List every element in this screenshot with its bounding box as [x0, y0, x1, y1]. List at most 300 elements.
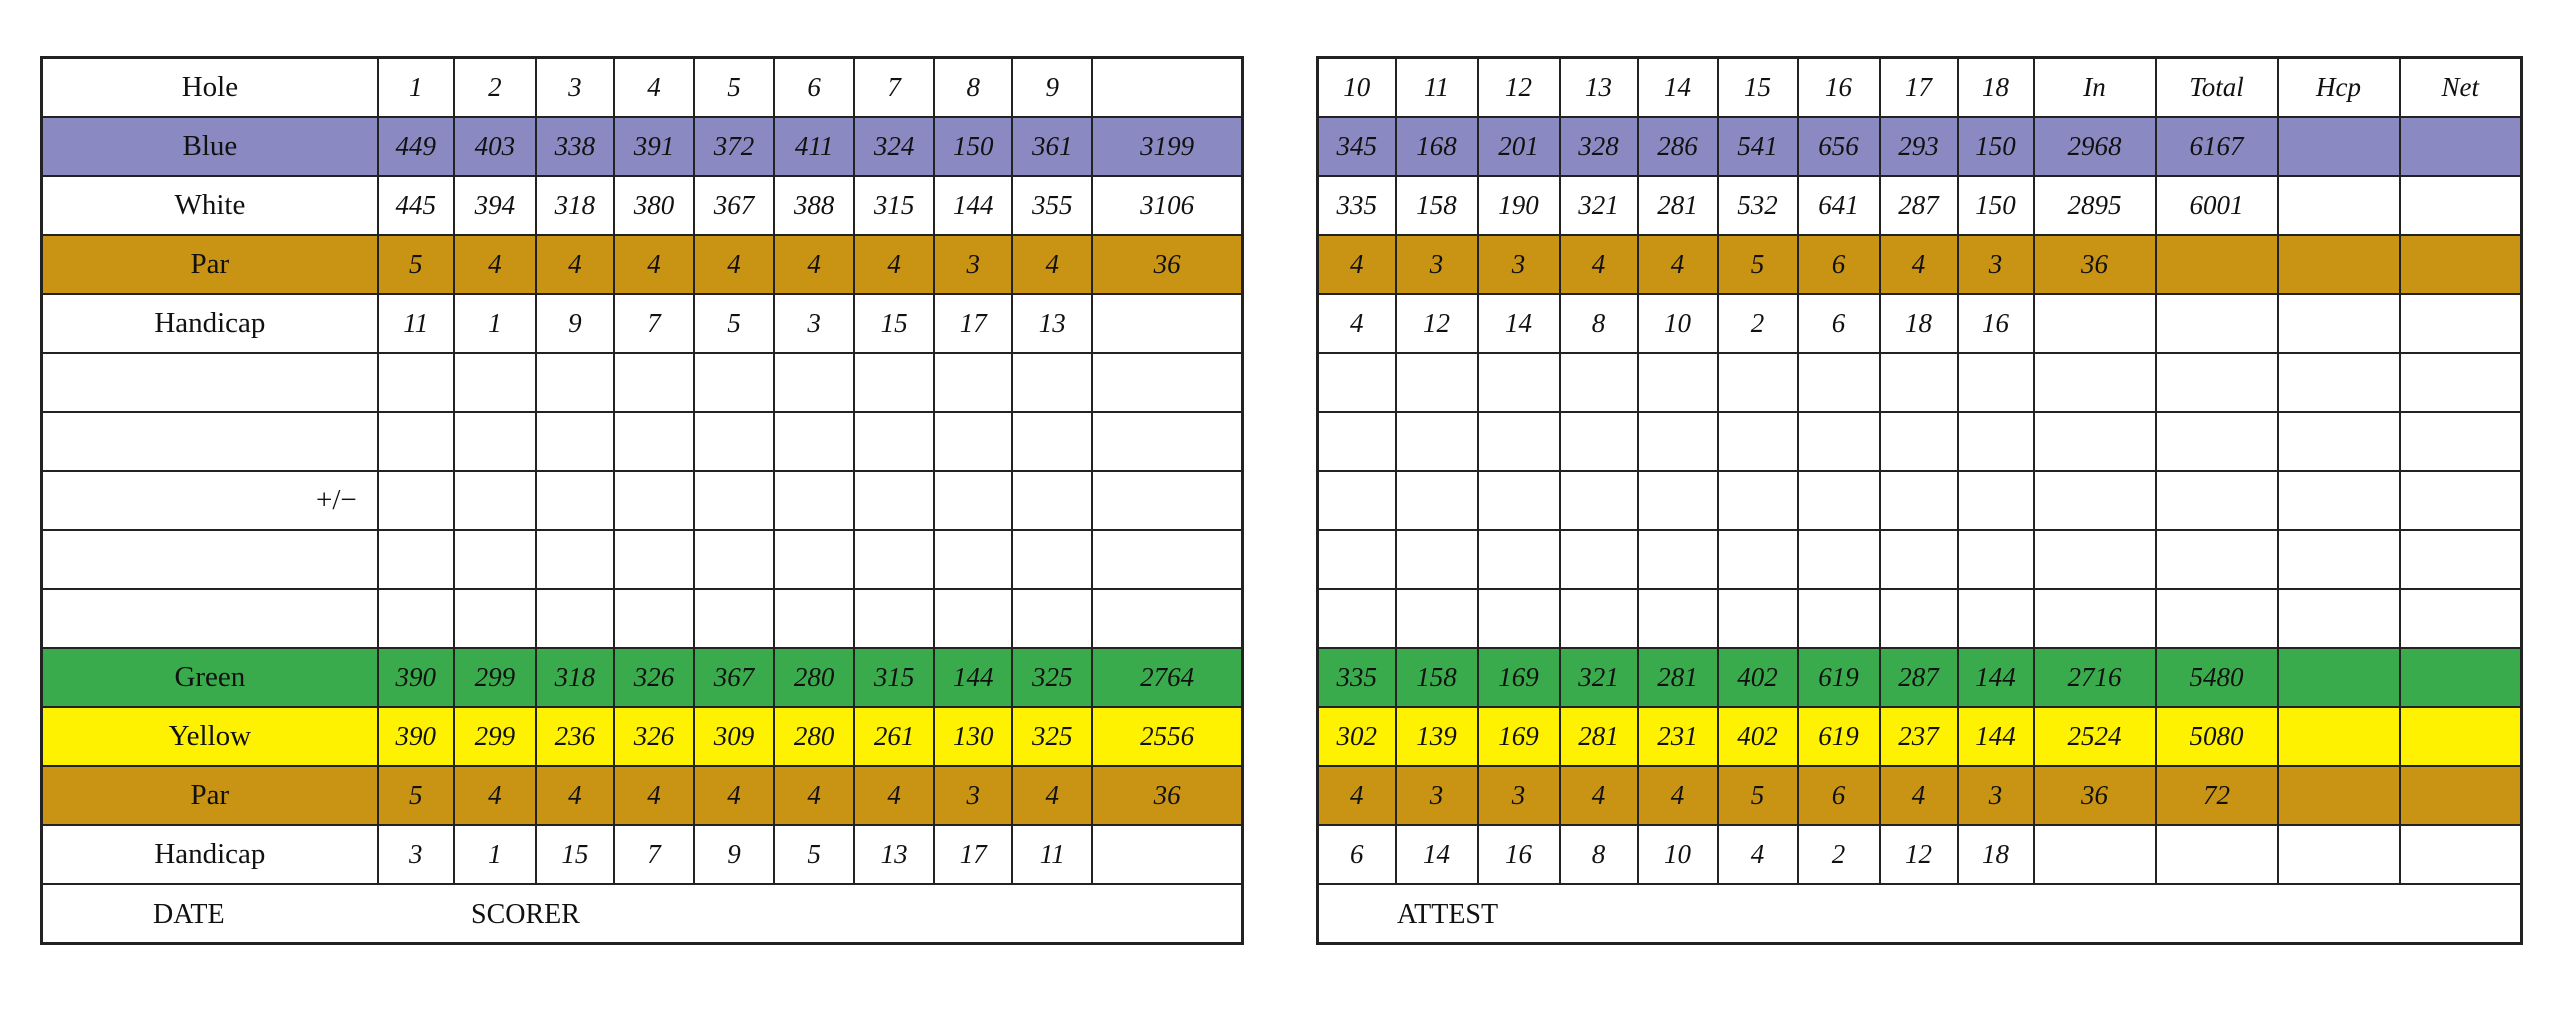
yardage-cell: 13 — [854, 825, 934, 884]
yardage-cell: 367 — [694, 648, 774, 707]
hole-header-cell: 4 — [614, 58, 694, 118]
yardage-cell: 5 — [774, 825, 854, 884]
scorecard-row-pm — [42, 471, 1243, 530]
yardage-cell: 293 — [1880, 117, 1958, 176]
score-entry-cell[interactable] — [854, 471, 934, 530]
score-entry-cell[interactable] — [1718, 353, 1798, 412]
score-entry-cell[interactable] — [1798, 589, 1880, 648]
score-entry-cell[interactable] — [854, 353, 934, 412]
hole-header-cell: Net — [2400, 58, 2522, 118]
scorecard-row-blue — [1318, 117, 2522, 176]
score-entry-cell[interactable] — [2278, 412, 2400, 471]
score-entry-cell[interactable] — [1396, 589, 1478, 648]
yardage-cell: 36 — [2034, 235, 2156, 294]
yardage-cell: 541 — [1718, 117, 1798, 176]
yardage-cell: 2968 — [2034, 117, 2156, 176]
score-entry-cell[interactable] — [1318, 353, 1396, 412]
yardage-cell: 15 — [854, 294, 934, 353]
score-entry-cell[interactable] — [1560, 530, 1638, 589]
yardage-cell: 4 — [1012, 766, 1092, 825]
scorecard-row-white — [1318, 589, 2522, 648]
score-entry-cell[interactable] — [2034, 294, 2156, 353]
yardage-cell: 144 — [1958, 648, 2034, 707]
score-entry-cell[interactable] — [454, 589, 536, 648]
yardage-cell: 287 — [1880, 176, 1958, 235]
yardage-cell: 6 — [1798, 766, 1880, 825]
score-entry-cell[interactable] — [1798, 412, 1880, 471]
score-entry-cell[interactable] — [2400, 176, 2522, 235]
yardage-cell: 388 — [774, 176, 854, 235]
score-entry-cell[interactable] — [1396, 471, 1478, 530]
score-entry-cell[interactable] — [2034, 825, 2156, 884]
yardage-cell: 72 — [2156, 766, 2278, 825]
yardage-cell: 326 — [614, 648, 694, 707]
yardage-cell: 5080 — [2156, 707, 2278, 766]
scorecard-row-blue — [42, 117, 1243, 176]
score-entry-cell[interactable] — [2034, 530, 2156, 589]
score-entry-cell[interactable] — [2400, 530, 2522, 589]
score-entry-cell[interactable] — [694, 412, 774, 471]
yardage-cell: 299 — [454, 707, 536, 766]
yardage-cell: 3 — [934, 766, 1012, 825]
score-entry-cell[interactable] — [774, 471, 854, 530]
score-entry-cell[interactable] — [2278, 353, 2400, 412]
score-entry-cell[interactable] — [1638, 530, 1718, 589]
yardage-cell: 372 — [694, 117, 774, 176]
scorecard-row-white — [42, 412, 1243, 471]
score-entry-cell[interactable] — [694, 471, 774, 530]
yardage-cell: 309 — [694, 707, 774, 766]
yardage-cell: 150 — [934, 117, 1012, 176]
yardage-cell: 3106 — [1092, 176, 1242, 235]
yardage-cell: 13 — [1012, 294, 1092, 353]
score-entry-cell[interactable] — [1880, 589, 1958, 648]
score-entry-cell[interactable] — [2156, 294, 2278, 353]
score-entry-cell[interactable] — [1396, 353, 1478, 412]
score-entry-cell[interactable] — [1318, 412, 1396, 471]
score-entry-cell[interactable] — [378, 589, 454, 648]
hole-header-cell: 16 — [1798, 58, 1880, 118]
scorecard-row-white — [1318, 412, 2522, 471]
yardage-cell: 4 — [1638, 235, 1718, 294]
score-entry-cell[interactable] — [1958, 589, 2034, 648]
score-entry-cell[interactable] — [2400, 766, 2522, 825]
scorecard-row-white — [42, 589, 1243, 648]
score-entry-cell[interactable] — [536, 471, 614, 530]
score-entry-cell[interactable] — [2156, 471, 2278, 530]
score-entry-cell[interactable] — [1880, 471, 1958, 530]
score-entry-cell[interactable] — [536, 412, 614, 471]
yardage-cell: 4 — [854, 766, 934, 825]
yardage-cell: 324 — [854, 117, 934, 176]
yardage-cell: 4 — [1318, 235, 1396, 294]
yardage-cell: 1 — [454, 294, 536, 353]
yardage-cell: 4 — [694, 235, 774, 294]
score-entry-cell[interactable] — [1396, 530, 1478, 589]
yardage-cell: 281 — [1560, 707, 1638, 766]
score-entry-cell[interactable] — [2400, 648, 2522, 707]
yardage-cell: 16 — [1958, 294, 2034, 353]
yardage-cell: 6 — [1798, 235, 1880, 294]
hole-header-cell: 13 — [1560, 58, 1638, 118]
score-entry-cell[interactable] — [1880, 412, 1958, 471]
row-label — [42, 530, 378, 589]
yardage-cell: 656 — [1798, 117, 1880, 176]
yardage-cell: 318 — [536, 648, 614, 707]
yardage-cell: 619 — [1798, 648, 1880, 707]
score-entry-cell[interactable] — [2278, 176, 2400, 235]
hole-header-cell: 7 — [854, 58, 934, 118]
score-entry-cell[interactable] — [614, 353, 694, 412]
score-entry-cell[interactable] — [1318, 589, 1396, 648]
score-entry-cell[interactable] — [1958, 471, 2034, 530]
footer-row — [42, 884, 1243, 944]
yardage-cell: 11 — [378, 294, 454, 353]
score-entry-cell[interactable] — [694, 353, 774, 412]
yardage-cell: 5480 — [2156, 648, 2278, 707]
score-entry-cell[interactable] — [1012, 589, 1092, 648]
score-entry-cell[interactable] — [536, 589, 614, 648]
yardage-cell: 6001 — [2156, 176, 2278, 235]
yardage-cell: 4 — [1560, 235, 1638, 294]
yardage-cell: 150 — [1958, 117, 2034, 176]
score-entry-cell[interactable] — [378, 412, 454, 471]
score-entry-cell[interactable] — [934, 471, 1012, 530]
yardage-cell: 4 — [774, 766, 854, 825]
yardage-cell: 8 — [1560, 294, 1638, 353]
yardage-cell: 326 — [614, 707, 694, 766]
yardage-cell: 144 — [934, 176, 1012, 235]
score-entry-cell[interactable] — [1478, 412, 1560, 471]
yardage-cell: 402 — [1718, 707, 1798, 766]
score-entry-cell[interactable] — [2400, 825, 2522, 884]
scorecard-row-par — [42, 235, 1243, 294]
scorer-label: SCORER — [471, 899, 580, 930]
scorecard-row-par — [1318, 235, 2522, 294]
yardage-cell: 315 — [854, 648, 934, 707]
scorecard-row-white — [1318, 530, 2522, 589]
score-entry-cell[interactable] — [774, 589, 854, 648]
yardage-cell: 144 — [934, 648, 1012, 707]
score-entry-cell[interactable] — [934, 412, 1012, 471]
yardage-cell: 281 — [1638, 176, 1718, 235]
score-entry-cell[interactable] — [2034, 353, 2156, 412]
yardage-cell: 532 — [1718, 176, 1798, 235]
score-entry-cell[interactable] — [2278, 825, 2400, 884]
score-entry-cell[interactable] — [2034, 412, 2156, 471]
score-entry-cell[interactable] — [1638, 353, 1718, 412]
hole-header-cell: 5 — [694, 58, 774, 118]
score-entry-cell[interactable] — [1638, 589, 1718, 648]
yardage-cell: 14 — [1396, 825, 1478, 884]
yardage-cell: 16 — [1478, 825, 1560, 884]
score-entry-cell[interactable] — [2156, 530, 2278, 589]
score-entry-cell[interactable] — [2278, 530, 2400, 589]
score-entry-cell[interactable] — [1958, 412, 2034, 471]
score-entry-cell[interactable] — [1798, 471, 1880, 530]
yardage-cell: 3 — [1396, 766, 1478, 825]
row-label: Yellow — [42, 707, 378, 766]
score-entry-cell[interactable] — [1880, 530, 1958, 589]
score-entry-cell[interactable] — [1958, 353, 2034, 412]
score-entry-cell[interactable] — [1478, 530, 1560, 589]
score-entry-cell[interactable] — [1958, 530, 2034, 589]
score-entry-cell[interactable] — [2400, 294, 2522, 353]
signature-line[interactable] — [42, 884, 1243, 944]
yardage-cell: 361 — [1012, 117, 1092, 176]
score-entry-cell[interactable] — [2156, 412, 2278, 471]
score-entry-cell[interactable] — [774, 353, 854, 412]
score-entry-cell[interactable] — [1318, 530, 1396, 589]
yardage-cell: 4 — [1638, 766, 1718, 825]
scorecard-row-yellow — [42, 707, 1243, 766]
yardage-cell: 2764 — [1092, 648, 1242, 707]
scorecard-row-green — [1318, 648, 2522, 707]
yardage-cell: 2556 — [1092, 707, 1242, 766]
front-nine-scorecard — [40, 56, 1244, 945]
hole-header-cell: 3 — [536, 58, 614, 118]
yardage-cell: 3 — [774, 294, 854, 353]
score-entry-cell[interactable] — [1638, 471, 1718, 530]
yardage-cell: 15 — [536, 825, 614, 884]
yardage-cell: 4 — [614, 766, 694, 825]
yardage-cell: 7 — [614, 825, 694, 884]
yardage-cell: 280 — [774, 648, 854, 707]
yardage-cell: 2524 — [2034, 707, 2156, 766]
score-entry-cell[interactable] — [854, 530, 934, 589]
row-label: Par — [42, 766, 378, 825]
yardage-cell: 11 — [1012, 825, 1092, 884]
yardage-cell: 36 — [2034, 766, 2156, 825]
yardage-cell: 286 — [1638, 117, 1718, 176]
yardage-cell: 12 — [1880, 825, 1958, 884]
yardage-cell: 6 — [1798, 294, 1880, 353]
score-entry-cell[interactable] — [1012, 471, 1092, 530]
yardage-cell: 144 — [1958, 707, 2034, 766]
score-entry-cell[interactable] — [378, 530, 454, 589]
score-entry-cell[interactable] — [854, 589, 934, 648]
yardage-cell: 328 — [1560, 117, 1638, 176]
score-entry-cell[interactable] — [2156, 235, 2278, 294]
yardage-cell: 190 — [1478, 176, 1560, 235]
signature-line[interactable] — [1318, 884, 2522, 944]
yardage-cell: 302 — [1318, 707, 1396, 766]
yardage-cell: 9 — [536, 294, 614, 353]
yardage-cell: 4 — [536, 235, 614, 294]
yardage-cell: 150 — [1958, 176, 2034, 235]
yardage-cell: 18 — [1880, 294, 1958, 353]
scorecard-row-white — [1318, 471, 2522, 530]
yardage-cell: 168 — [1396, 117, 1478, 176]
row-label: Blue — [42, 117, 378, 176]
yardage-cell: 299 — [454, 648, 536, 707]
hole-header-cell: 1 — [378, 58, 454, 118]
score-entry-cell[interactable] — [934, 530, 1012, 589]
score-entry-cell[interactable] — [2278, 766, 2400, 825]
score-entry-cell[interactable] — [2278, 471, 2400, 530]
score-entry-cell[interactable] — [1092, 825, 1242, 884]
score-entry-cell[interactable] — [1798, 530, 1880, 589]
yardage-cell: 391 — [614, 117, 694, 176]
yardage-cell: 1 — [454, 825, 536, 884]
score-entry-cell[interactable] — [774, 530, 854, 589]
score-entry-cell[interactable] — [2278, 117, 2400, 176]
score-entry-cell[interactable] — [2034, 589, 2156, 648]
hole-header-cell: 18 — [1958, 58, 2034, 118]
hole-header-cell: 15 — [1718, 58, 1798, 118]
score-entry-cell[interactable] — [694, 589, 774, 648]
score-entry-cell[interactable] — [614, 412, 694, 471]
score-entry-cell[interactable] — [2400, 353, 2522, 412]
scorecard-row-white — [1318, 825, 2522, 884]
score-entry-cell[interactable] — [774, 412, 854, 471]
yardage-cell: 158 — [1396, 176, 1478, 235]
yardage-cell: 3199 — [1092, 117, 1242, 176]
yardage-cell: 4 — [854, 235, 934, 294]
yardage-cell: 130 — [934, 707, 1012, 766]
yardage-cell: 641 — [1798, 176, 1880, 235]
score-entry-cell[interactable] — [2156, 353, 2278, 412]
score-entry-cell[interactable] — [1638, 412, 1718, 471]
hole-header-cell: 10 — [1318, 58, 1396, 118]
score-entry-cell[interactable] — [2278, 589, 2400, 648]
score-entry-cell[interactable] — [1092, 530, 1242, 589]
footer-row — [1318, 884, 2522, 944]
score-entry-cell[interactable] — [2400, 117, 2522, 176]
score-entry-cell[interactable] — [1092, 412, 1242, 471]
row-label: +/− — [42, 471, 378, 530]
score-entry-cell[interactable] — [2278, 235, 2400, 294]
score-entry-cell[interactable] — [1012, 353, 1092, 412]
yardage-cell: 3 — [1478, 766, 1560, 825]
hole-header-cell: 6 — [774, 58, 854, 118]
yardage-cell: 4 — [1318, 294, 1396, 353]
yardage-cell: 390 — [378, 648, 454, 707]
score-entry-cell[interactable] — [536, 353, 614, 412]
score-entry-cell[interactable] — [1092, 589, 1242, 648]
scorecard-row-white — [1318, 176, 2522, 235]
yardage-cell: 355 — [1012, 176, 1092, 235]
score-entry-cell[interactable] — [1718, 471, 1798, 530]
yardage-cell: 2 — [1718, 294, 1798, 353]
yardage-cell: 7 — [614, 294, 694, 353]
yardage-cell: 345 — [1318, 117, 1396, 176]
score-entry-cell[interactable] — [1092, 353, 1242, 412]
score-entry-cell[interactable] — [2278, 648, 2400, 707]
yardage-cell: 10 — [1638, 294, 1718, 353]
yardage-cell: 321 — [1560, 648, 1638, 707]
hole-header-cell: 14 — [1638, 58, 1718, 118]
score-entry-cell[interactable] — [1478, 353, 1560, 412]
yardage-cell: 169 — [1478, 648, 1560, 707]
score-entry-cell[interactable] — [1092, 294, 1242, 353]
score-entry-cell[interactable] — [934, 353, 1012, 412]
score-entry-cell[interactable] — [2400, 707, 2522, 766]
yardage-cell: 338 — [536, 117, 614, 176]
score-entry-cell[interactable] — [1092, 471, 1242, 530]
score-entry-cell[interactable] — [2278, 294, 2400, 353]
scorecard-row-white — [42, 353, 1243, 412]
score-entry-cell[interactable] — [1718, 589, 1798, 648]
score-entry-cell[interactable] — [854, 412, 934, 471]
score-entry-cell[interactable] — [1012, 412, 1092, 471]
score-entry-cell[interactable] — [378, 471, 454, 530]
score-entry-cell[interactable] — [2400, 589, 2522, 648]
hole-label: Hole — [42, 58, 378, 118]
hole-header-cell: 9 — [1012, 58, 1092, 118]
score-entry-cell[interactable] — [1718, 412, 1798, 471]
scorecard-row-white — [42, 530, 1243, 589]
yardage-cell: 201 — [1478, 117, 1560, 176]
yardage-cell: 158 — [1396, 648, 1478, 707]
yardage-cell: 335 — [1318, 648, 1396, 707]
scorecard-row-green — [42, 648, 1243, 707]
score-entry-cell[interactable] — [1560, 471, 1638, 530]
score-entry-cell[interactable] — [1478, 589, 1560, 648]
score-entry-cell[interactable] — [2156, 825, 2278, 884]
yardage-cell: 139 — [1396, 707, 1478, 766]
yardage-cell: 335 — [1318, 176, 1396, 235]
score-entry-cell[interactable] — [1880, 353, 1958, 412]
yardage-cell: 6167 — [2156, 117, 2278, 176]
yardage-cell: 9 — [694, 825, 774, 884]
score-entry-cell[interactable] — [1478, 471, 1560, 530]
scorecard-row-white — [42, 176, 1243, 235]
yardage-cell: 5 — [1718, 766, 1798, 825]
yardage-cell: 3 — [1958, 766, 2034, 825]
row-label: White — [42, 176, 378, 235]
hole-header-cell: 17 — [1880, 58, 1958, 118]
score-entry-cell[interactable] — [1396, 412, 1478, 471]
score-entry-cell[interactable] — [1560, 589, 1638, 648]
score-entry-cell[interactable] — [694, 530, 774, 589]
score-entry-cell[interactable] — [454, 471, 536, 530]
yardage-cell: 231 — [1638, 707, 1718, 766]
yardage-cell: 287 — [1880, 648, 1958, 707]
score-entry-cell[interactable] — [454, 412, 536, 471]
yardage-cell: 236 — [536, 707, 614, 766]
yardage-cell: 2895 — [2034, 176, 2156, 235]
yardage-cell: 4 — [694, 766, 774, 825]
score-entry-cell[interactable] — [454, 353, 536, 412]
score-entry-cell[interactable] — [536, 530, 614, 589]
score-entry-cell[interactable] — [2278, 707, 2400, 766]
score-entry-cell[interactable] — [2400, 412, 2522, 471]
score-entry-cell[interactable] — [1798, 353, 1880, 412]
score-entry-cell[interactable] — [454, 530, 536, 589]
hole-header-cell: 12 — [1478, 58, 1560, 118]
score-entry-cell[interactable] — [378, 353, 454, 412]
score-entry-cell[interactable] — [2034, 471, 2156, 530]
yardage-cell: 4 — [1718, 825, 1798, 884]
yardage-cell: 318 — [536, 176, 614, 235]
score-entry-cell[interactable] — [1560, 353, 1638, 412]
score-entry-cell[interactable] — [1560, 412, 1638, 471]
score-entry-cell[interactable] — [614, 589, 694, 648]
yardage-cell: 3 — [1478, 235, 1560, 294]
score-entry-cell[interactable] — [1012, 530, 1092, 589]
score-entry-cell[interactable] — [2156, 589, 2278, 648]
score-entry-cell[interactable] — [2400, 471, 2522, 530]
score-entry-cell[interactable] — [1318, 471, 1396, 530]
score-entry-cell[interactable] — [614, 530, 694, 589]
score-entry-cell[interactable] — [2400, 235, 2522, 294]
score-entry-cell[interactable] — [934, 589, 1012, 648]
back-nine-scorecard — [1316, 56, 2523, 945]
row-label — [42, 412, 378, 471]
score-entry-cell[interactable] — [1718, 530, 1798, 589]
score-entry-cell[interactable] — [614, 471, 694, 530]
